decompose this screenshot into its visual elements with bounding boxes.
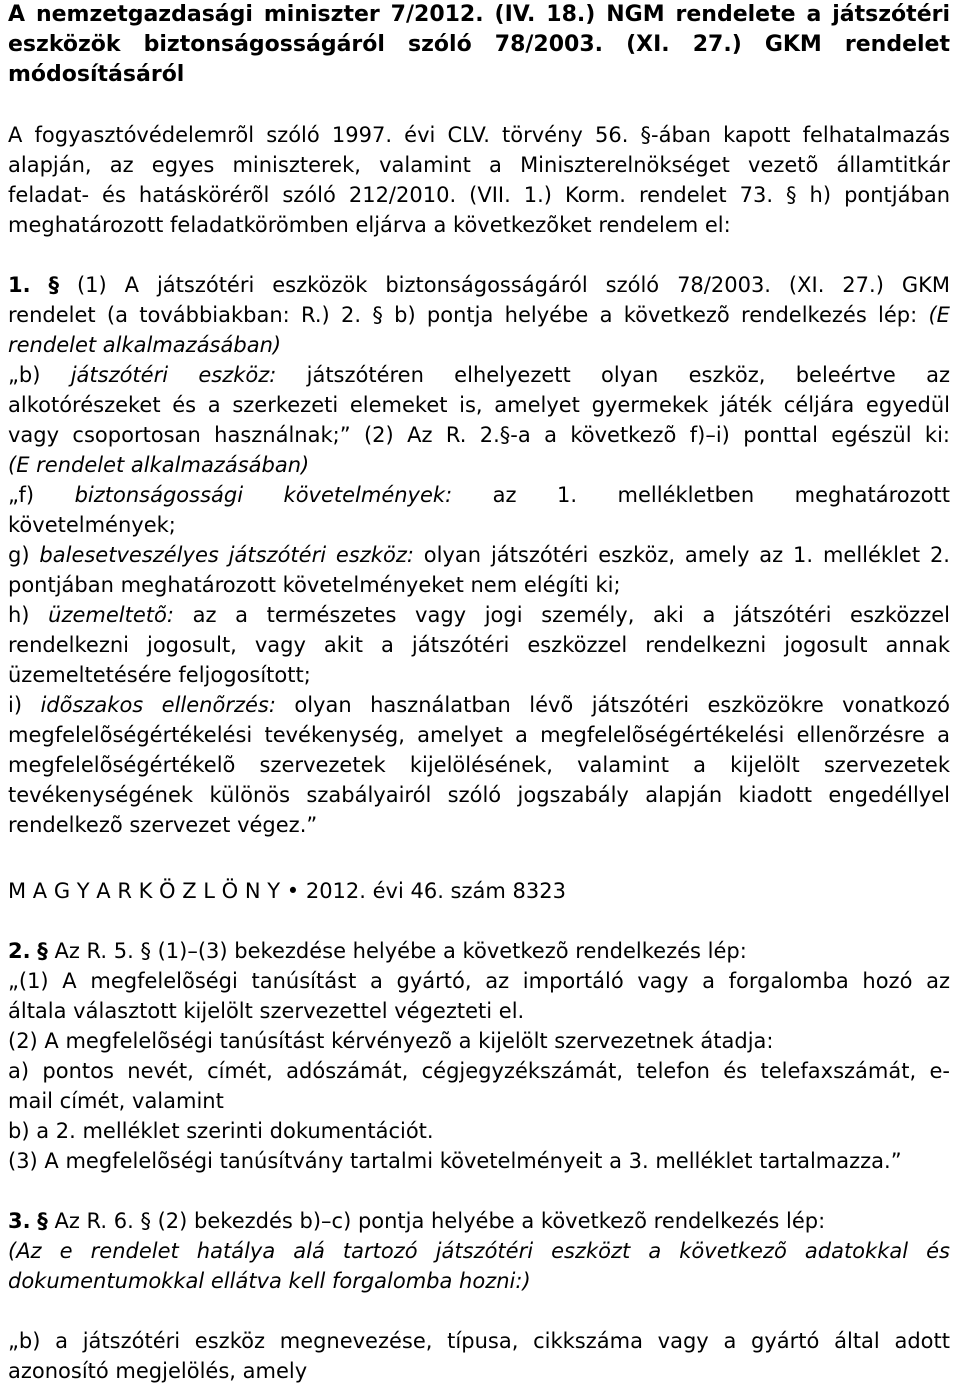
s1-line-6-a: vagy csoportosan használnak;” (2) Az R. 2. <box>8 423 500 447</box>
s3-line-1 <box>8 1206 950 1236</box>
gazette-footer: M A G Y A R K Ö Z L Ö N Y • 2012. évi 46. szám 8323 <box>8 879 566 903</box>
s1-line-15 <box>8 690 950 720</box>
s2-line-4: (2) A megfelelõségi tanúsítást kérvényezõ a kijelölt szervezetnek átadja: <box>8 1029 774 1053</box>
s2-line-5: a) pontos nevét, címét, adószámát, cégjegyzékszámát, telefon és telefaxszámát, e- <box>8 1059 950 1083</box>
s1-line-12 <box>8 600 950 630</box>
section-symbol: § <box>372 303 383 327</box>
s1-line-19: rendelkezõ szervezet végez.” <box>8 813 318 837</box>
s1-line-4 <box>8 360 950 390</box>
s1-number: 1. <box>8 273 31 297</box>
s1-line-15-b: olyan használatban lévõ játszótéri eszközökre vonatkozó <box>294 693 950 717</box>
s1-line-6 <box>8 420 950 450</box>
section-symbol: § <box>499 423 511 447</box>
title-line-1: A nemzetgazdasági miniszter 7/2012. (IV. 18.) NGM rendelete a játszótéri <box>8 2 950 27</box>
title-line-3: módosításáról <box>8 62 185 87</box>
s1-line-10-a: g) <box>8 543 30 567</box>
s2-line-3: általa választott kijelölt szervezettel végezteti el. <box>8 999 525 1023</box>
s3-line-3: dokumentumokkal ellátva kell forgalomba hozni:) <box>8 1269 531 1293</box>
s3-line-5: azonosító megjelölés, amely <box>8 1359 308 1383</box>
s1-line-2-italic: (E <box>928 303 950 327</box>
s1-line-10 <box>8 540 950 570</box>
s1-line-8 <box>8 480 950 510</box>
preamble-line-4: meghatározott feladatkörömben eljárva a következõket rendelem el: <box>8 213 731 237</box>
s1-line-2-b: b) pontja helyébe a következõ rendelkezés lép: <box>394 303 918 327</box>
section-symbol: § <box>37 1209 48 1233</box>
s1-line-4-b: játszótéren elhelyezett olyan eszköz, beleértve az <box>306 363 950 387</box>
preamble-line-1: A fogyasztóvédelemrõl szóló 1997. évi CLV. törvény 56. §-ában kapott felhatalmazás <box>8 123 950 147</box>
s1-line-15-a: i) <box>8 693 23 717</box>
s1-line-1-text: (1) A játszótéri eszközök biztonságosságáról szóló 78/2003. (XI. 27.) GKM <box>76 273 950 297</box>
term-playground-equipment: játszótéri eszköz: <box>70 363 277 387</box>
s1-line-16: megfelelõségértékelési tevékenység, amelyet a megfelelõségértékelési ellenõrzésre a <box>8 723 950 747</box>
title-line-2: eszközök biztonságosságáról szóló 78/2003. (XI. 27.) GKM rendelet <box>8 32 950 57</box>
s1-line-5: alkotórészeket és a szerkezeti elemeket is, amelyet gyermekek játék céljára egyedül <box>8 393 950 417</box>
s1-line-6-b: -a a következõ f)–i) ponttal egészül ki: <box>510 423 950 447</box>
s2-line-1 <box>8 936 950 966</box>
s2-number: 2. <box>8 939 31 963</box>
s1-line-14: üzemeltetésére feljogosított; <box>8 663 311 687</box>
s1-line-12-a: h) <box>8 603 30 627</box>
s1-line-7: (E rendelet alkalmazásában) <box>8 453 310 477</box>
section-symbol: § <box>48 273 60 297</box>
s1-line-8-a: „f) <box>8 483 35 507</box>
s1-line-2 <box>8 300 950 330</box>
s2-line-7: b) a 2. melléklet szerinti dokumentációt. <box>8 1119 434 1143</box>
s1-line-4-a: „b) <box>8 363 41 387</box>
s2-line-1-text: Az R. 5. § (1)–(3) bekezdése helyébe a következõ rendelkezés lép: <box>54 939 747 963</box>
s1-line-17: megfelelõségértékelõ szervezetek kijelölésének, valamint a kijelölt szervezetek <box>8 753 950 777</box>
s3-line-4: „b) a játszótéri eszköz megnevezése, típusa, cikkszáma vagy a gyártó által adott <box>8 1329 950 1353</box>
term-periodic-inspection: idõszakos ellenõrzés: <box>40 693 276 717</box>
s3-line-1-text: Az R. 6. § (2) bekezdés b)–c) pontja helyébe a következõ rendelkezés lép: <box>54 1209 826 1233</box>
s3-line-2: (Az e rendelet hatálya alá tartozó játszótéri eszközt a következõ adatokkal és <box>8 1239 950 1263</box>
s2-line-8: (3) A megfelelõségi tanúsítvány tartalmi követelményeit a 3. melléklet tartalmazza.” <box>8 1149 902 1173</box>
preamble-line-3: feladat- és hatáskörérõl szóló 212/2010. (VII. 1.) Korm. rendelet 73. § h) pontjában <box>8 183 950 207</box>
s3-number: 3. <box>8 1209 31 1233</box>
s1-line-9: követelmények; <box>8 513 176 537</box>
s1-line-1 <box>8 270 950 300</box>
s1-line-12-b: az a természetes vagy jogi személy, aki a játszótéri eszközzel <box>192 603 950 627</box>
term-safety-requirements: biztonságossági követelmények: <box>74 483 453 507</box>
s2-line-2: „(1) A megfelelõségi tanúsítást a gyártó, az importáló vagy a forgalomba hozó az <box>8 969 950 993</box>
preamble-line-2: alapján, az egyes miniszterek, valamint a Miniszterelnökséget vezetõ államtitkár <box>8 153 950 177</box>
s1-line-11: pontjában meghatározott követelményeket nem elégíti ki; <box>8 573 621 597</box>
section-symbol: § <box>37 939 48 963</box>
term-operator: üzemeltetõ: <box>48 603 174 627</box>
s2-line-6: mail címét, valamint <box>8 1089 224 1113</box>
s1-line-10-b: olyan játszótéri eszköz, amely az 1. melléklet 2. <box>423 543 950 567</box>
term-hazardous-equipment: balesetveszélyes játszótéri eszköz: <box>39 543 414 567</box>
s1-line-13: rendelkezni jogosult, vagy akit a játszótéri eszközzel rendelkezni jogosult annak <box>8 633 950 657</box>
s1-line-3: rendelet alkalmazásában) <box>8 333 282 357</box>
s1-line-18: tevékenységének különös szabályairól szóló jogszabály alapján kiadott engedéllyel <box>8 783 950 807</box>
s1-line-8-b: az 1. mellékletben meghatározott <box>492 483 950 507</box>
s1-line-2-a: rendelet (a továbbiakban: R.) 2. <box>8 303 362 327</box>
